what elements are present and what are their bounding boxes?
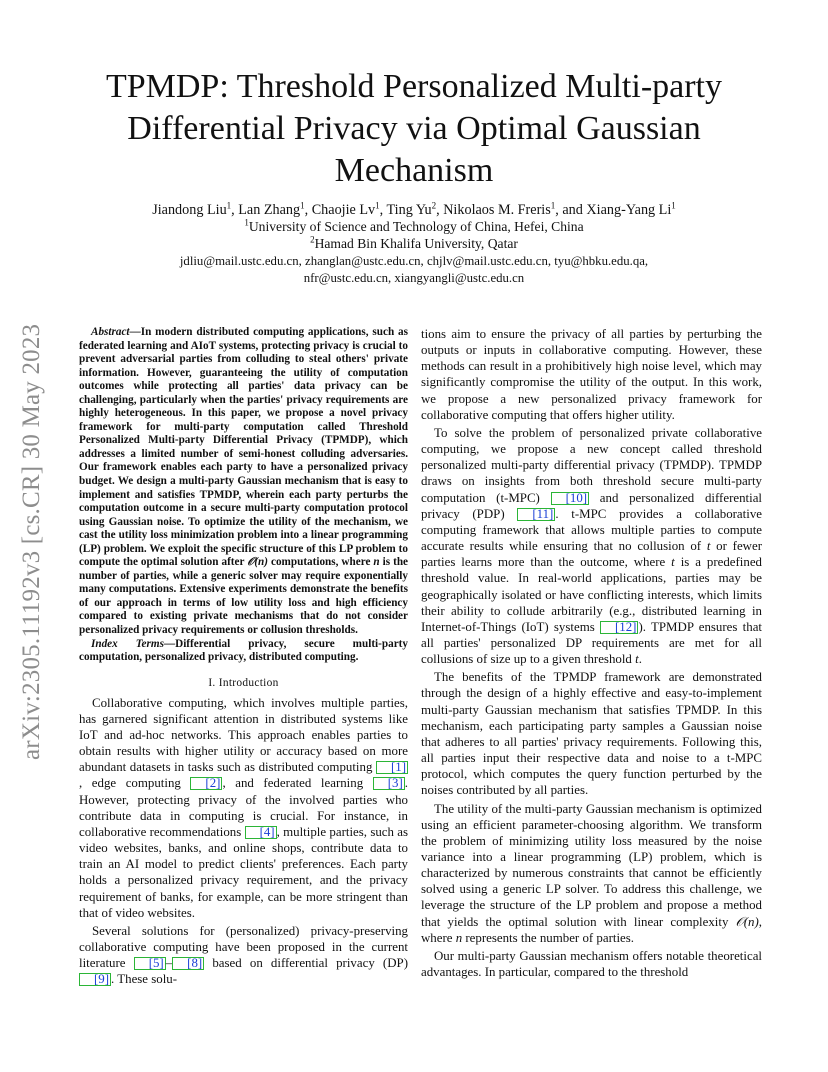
author-conj: and (562, 202, 583, 218)
abstract (79, 326, 408, 638)
title-line: Mechanism (334, 152, 494, 189)
right-column (421, 326, 762, 980)
text-run: , edge computing (79, 776, 191, 791)
citation-link[interactable]: [8] (172, 957, 204, 970)
body-paragraph (79, 695, 408, 921)
affiliation-text: University of Science and Technology of China, Hefei, China (248, 219, 584, 234)
text-run: represents the number of parties. (462, 930, 634, 945)
affil-mark: 1 (671, 200, 676, 211)
text-run: , where (421, 914, 762, 945)
author-name: Nikolaos M. Freris (443, 202, 551, 218)
text-run: . These solu- (111, 972, 178, 987)
affiliation (60, 219, 768, 235)
abstract-lead: Abstract (91, 326, 130, 338)
citation-link[interactable]: [2] (190, 777, 222, 790)
affil-mark: 1 (375, 200, 380, 211)
index-terms (79, 638, 408, 665)
math-var: t (706, 539, 711, 554)
text-run: – (165, 956, 173, 971)
citation-link[interactable]: [5] (134, 957, 166, 970)
citation-link[interactable]: [10] (551, 492, 589, 505)
body-paragraph: tions aim to ensure the privacy of all parties by perturbing the outputs or inputs in collaborative computing. However, these methods can result in a prohibitively high noise level, which may significantly compromise the utility of the output. In this work, we propose a new personalized privacy framework for collaborative computing that offers higher utility. (421, 327, 762, 422)
complexity-math: 𝒪(n) (247, 556, 268, 569)
math-var: n (373, 556, 380, 569)
section-heading: I. Introduction (208, 676, 279, 689)
email-line: jdliu@mail.ustc.edu.cn, zhanglan@ustc.edu.cn, chjlv@mail.ustc.edu.cn, tyu@hbku.edu.qa, (179, 254, 649, 268)
complexity-math: 𝒪(n) (735, 914, 759, 929)
body-paragraph: The benefits of the TPMDP framework are demonstrated through the design of a highly effective and easy-to-implement multi-party Gaussian mechanism that satisfies TPMDP. In this mechanism, each participating party samples a Gaussian noise that adheres to all parties' privacy requirements. Following this, all parties input their respective data and noise to a t-MPC protocol, which computes the query function perturbed by the noises contributed by all parties. (421, 670, 762, 798)
left-column (79, 326, 408, 987)
text-run: To solve the problem of personalized private collaborative computing, we propose a new concept called threshold personalized multi-party differential privacy (TPMDP). TPMDP draws on insights from both threshold secure multi-party computation (t-MPC) (421, 425, 762, 505)
citation-link[interactable]: [12] (600, 621, 638, 634)
text-run: The utility of the multi-party Gaussian mechanism is optimized using an efficient parameter-choosing algorithm. We transform the problem of minimizing utility loss measured by the noise variance into a linear programming (LP) problem, which is characterized by numerous constraints that cannot be efficiently solved using a generic LP solver. To address this challenge, we leverage the structure of the LP problem and propose a method that yields the optimal solution with linear complexity (421, 801, 762, 929)
affil-mark: 1 (550, 200, 556, 211)
math-var: t (635, 652, 639, 667)
affil-mark: 1 (226, 200, 232, 211)
citation-link[interactable]: [4] (245, 826, 277, 839)
citation-link[interactable]: [3] (373, 777, 405, 790)
text-run: Several solutions for (personalized) privacy-preserving collaborative computing have been proposed in the current literature (79, 923, 408, 971)
author-name: Jiandong Liu (152, 202, 227, 218)
email-line: nfr@ustc.edu.cn, xiangyangli@ustc.edu.cn (303, 271, 525, 285)
arxiv-stamp[interactable]: arXiv:2305.11192v3 [cs.CR] 30 May 2023 (18, 323, 45, 760)
title-line: Differential Privacy via Optimal Gaussian (127, 110, 701, 147)
author-list: Jiandong Liu$^1$, Lan Zhang$^1$, Chaojie Lv$^1$, Ting Yu$^2$, Nikolaos M. Freris$^1$, and Xiang-Yang Li$^1$ (152, 200, 676, 218)
author-name: Chaojie Lv (311, 202, 376, 218)
text-run: Collaborative computing, which involves multiple parties, has garnered significant attention in distributed systems like IoT and ad-hoc networks. This approach enables parties to obtain results with higher utility or accuracy based on more abundant datasets in tasks such as distributed computing (79, 695, 408, 775)
text-run: is a predefined threshold value. In real-world applications, parties may be geographically isolated or have conflicting interests, which limits their ability to collude arbitrarily (e.g., distributed learning in Internet-of-Things (IoT) systems (421, 555, 762, 634)
abstract-text: computations, where (268, 556, 374, 569)
body-paragraph: Our multi-party Gaussian mechanism offers notable theoretical advantages. In particular, compared to the threshold (421, 948, 762, 980)
author-name: Ting Yu (386, 202, 432, 218)
text-run: based on differential privacy (DP) (204, 956, 408, 971)
math-var: t (671, 555, 675, 570)
body-paragraph (421, 425, 762, 667)
index-terms-text: —Differential privacy, secure multi-party computation, personalized privacy, distributed computing. (79, 637, 408, 664)
affil-mark: 2 (310, 234, 315, 245)
paper-title (60, 66, 768, 192)
affil-mark: 2 (431, 200, 437, 211)
body-paragraph (79, 923, 408, 988)
citation-link[interactable]: [9] (79, 973, 111, 986)
text-run: , and federated learning (222, 776, 373, 791)
affil-mark: 1 (300, 200, 305, 211)
abstract-text: —In modern distributed computing applications, such as federated learning and AIoT systems, protecting privacy is crucial to prevent adversarial parties from colluding to steal others' private information. However, guaranteeing the utility of computation outcomes while protecting all parties' data privacy can be challenging, particularly when the parties' privacy requirements are highly heterogeneous. In this paper, we propose a novel privacy framework for multi-party computation called Threshold Personalized Multi-party Differential Privacy (TPMDP), which addresses a limited number of semi-honest colluding adversaries. Our framework enables each party to have a personalized privacy budget. We design a multi-party Gaussian mechanism that is easy to implement and satisfies TPMDP, wherein each party perturbs the computation outcome in a secure multi-party computation protocol using Gaussian noise. To optimize the utility of the mechanism, we cast the utility loss minimization problem into a linear programming (LP) problem. We exploit the specific structure of this LP problem to compute the optimal solution after (79, 326, 408, 569)
text-run: . However, protecting privacy of the involved parties who contribute data in computing is crucial. For instance, in collaborative recommendations (79, 776, 408, 839)
math-var: n (455, 930, 463, 945)
text-run: and personalized differential privacy (PDP) (421, 490, 762, 521)
citation-link[interactable]: [1] (376, 761, 408, 774)
text-run: , multiple parties, such as video websites, banks, and online shops, contribute data to train an AI model to predict clients' preferences. Each party holds a personalized privacy requirement, and the privacy requirement of banks, for example, can be more stringent than that of video websites. (79, 824, 408, 920)
author-name: Xiang-Yang Li (586, 202, 672, 218)
text-run: or fewer parties learns more than the outcome, where (421, 539, 762, 570)
text-run: . (638, 652, 642, 667)
affiliation-text: Hamad Bin Khalifa University, Qatar (314, 236, 518, 251)
text-run: ). TPMDP ensures that all parties' personalized DP requirements are met for all collusions of size up to a given threshold (421, 619, 762, 667)
affiliation (60, 236, 768, 252)
index-terms-lead: Index Terms (91, 637, 164, 650)
author-name: Lan Zhang (238, 202, 301, 218)
abstract-text: is the number of parties, while a generic solver may require exponentially many computations. Extensive experiments demonstrate the benefits of our approach in terms of low utility loss and high efficiency compared to existing private mechanisms that do not consider personalized privacy requirements or collusion thresholds. (79, 556, 409, 637)
citation-link[interactable]: [11] (517, 508, 555, 521)
body-paragraph (421, 801, 762, 946)
affil-mark: 1 (244, 217, 249, 228)
title-line: TPMDP: Threshold Personalized Multi-party (105, 68, 723, 105)
text-run: . t-MPC provides a collaborative computing framework that allows multiple parties to compute accurate results while ensuring that no collusion of (421, 506, 762, 554)
